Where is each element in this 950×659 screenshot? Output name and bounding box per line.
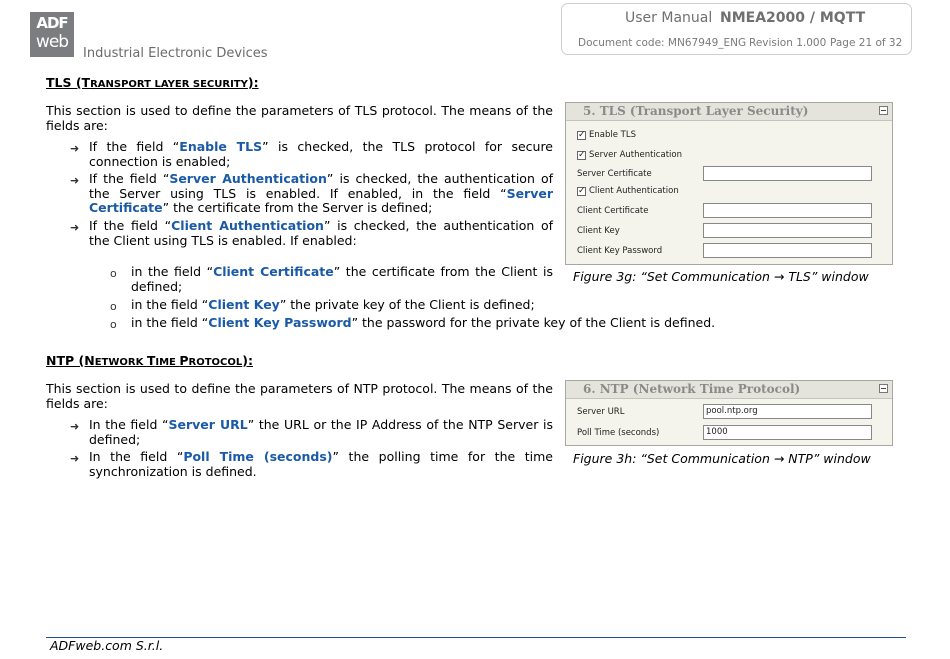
enable-tls-label: Enable TLS bbox=[589, 130, 636, 140]
company-logo bbox=[30, 12, 74, 57]
client-key-password-input[interactable] bbox=[703, 243, 872, 258]
product-name: NMEA2000 / MQTT bbox=[720, 10, 866, 26]
tls-panel-title-bar bbox=[566, 103, 892, 121]
poll-time-input[interactable]: 1000 bbox=[703, 425, 872, 440]
bullet-arrow-icon: ➜ bbox=[70, 221, 80, 234]
bullet-arrow-icon: ➜ bbox=[70, 142, 80, 155]
server-auth-label: Server Authentication bbox=[589, 150, 682, 160]
tls-heading: TLS (TRANSPORT LAYER SECURITY): bbox=[46, 75, 259, 90]
client-auth-label: Client Authentication bbox=[589, 186, 679, 196]
bullet-arrow-icon: ➜ bbox=[70, 420, 80, 433]
server-cert-label: Server Certificate bbox=[577, 169, 652, 179]
footer-company: ADFweb.com S.r.l. bbox=[50, 638, 164, 653]
page-number: Page 21 of 32 bbox=[830, 37, 903, 49]
sub-bullet-circle-icon: o bbox=[110, 300, 117, 313]
tls-sub-client-cert: in the field “Client Certificate” the certificate from the Client is defined; bbox=[131, 264, 553, 294]
poll-time-label: Poll Time (seconds) bbox=[577, 428, 660, 438]
collapse-icon[interactable] bbox=[879, 106, 888, 115]
sub-bullet-circle-icon: o bbox=[110, 318, 117, 331]
footer-divider bbox=[46, 637, 906, 638]
ntp-panel-title-bar bbox=[566, 381, 892, 399]
tls-settings-panel bbox=[565, 102, 893, 265]
ntp-intro: This section is used to define the parameters of NTP protocol. The means of the fields are: bbox=[46, 381, 553, 411]
collapse-icon[interactable] bbox=[879, 384, 888, 393]
client-key-label: Client Key bbox=[577, 226, 620, 236]
ntp-bullet-server-url: In the field “Server URL” the URL or the IP Address of the NTP Server is defined; bbox=[89, 417, 553, 447]
tls-bullet-enable: If the field “Enable TLS” is checked, the TLS protocol for secure connection is enabled; bbox=[89, 139, 554, 169]
client-cert-label: Client Certificate bbox=[577, 206, 649, 216]
ntp-bullet-poll-time: In the field “Poll Time (seconds)” the polling time for the time synchronization is defined. bbox=[89, 449, 554, 479]
client-key-password-label: Client Key Password bbox=[577, 246, 663, 256]
document-code: Document code: MN67949_ENG bbox=[578, 37, 747, 49]
document-header-box bbox=[561, 3, 912, 55]
tls-intro: This section is used to define the parameters of TLS protocol. The means of the fields are: bbox=[46, 103, 553, 133]
tls-sub-client-key-password: in the field “Client Key Password” the password for the private key of the Client is defined. bbox=[131, 315, 716, 330]
tls-sub-client-key: in the field “Client Key” the private key of the Client is defined; bbox=[131, 297, 535, 312]
logo-text-bottom: web bbox=[35, 32, 69, 52]
enable-tls-checkbox[interactable]: ✓ bbox=[578, 130, 586, 140]
server-cert-input[interactable] bbox=[703, 166, 872, 181]
tls-figure-caption: Figure 3g: “Set Communication → TLS” window bbox=[573, 269, 869, 284]
tls-panel-title: 5. TLS (Transport Layer Security) bbox=[583, 104, 809, 118]
tls-bullet-server-auth: If the field “Server Authentication” is checked, the authentication of the Server using TLS is enabled. If enabled, in the field “Server Certificate” the certificate from the Server is defined; bbox=[89, 171, 554, 215]
server-url-input[interactable]: pool.ntp.org bbox=[703, 404, 872, 419]
ntp-settings-panel bbox=[565, 380, 893, 446]
server-auth-checkbox[interactable]: ✓ bbox=[578, 150, 586, 160]
bullet-arrow-icon: ➜ bbox=[70, 174, 80, 187]
logo-text-top: ADF bbox=[36, 14, 68, 32]
ntp-panel-title: 6. NTP (Network Time Protocol) bbox=[583, 382, 801, 396]
ntp-heading: NTP (NETWORK TIME PROTOCOL): bbox=[46, 353, 253, 368]
sub-bullet-circle-icon: o bbox=[110, 267, 117, 280]
client-cert-input[interactable] bbox=[703, 203, 872, 218]
server-url-label: Server URL bbox=[577, 407, 625, 417]
ntp-figure-caption: Figure 3h: “Set Communication → NTP” window bbox=[573, 451, 871, 466]
bullet-arrow-icon: ➜ bbox=[70, 452, 80, 465]
company-tagline: Industrial Electronic Devices bbox=[83, 46, 268, 61]
manual-label: User Manual bbox=[625, 10, 713, 26]
revision: Revision 1.000 bbox=[749, 37, 827, 49]
client-key-input[interactable] bbox=[703, 223, 872, 238]
tls-bullet-client-auth: If the field “Client Authentication” is checked, the authentication of the Client using TLS is enabled. If enabled: bbox=[89, 218, 554, 248]
client-auth-checkbox[interactable]: ✓ bbox=[578, 186, 586, 196]
